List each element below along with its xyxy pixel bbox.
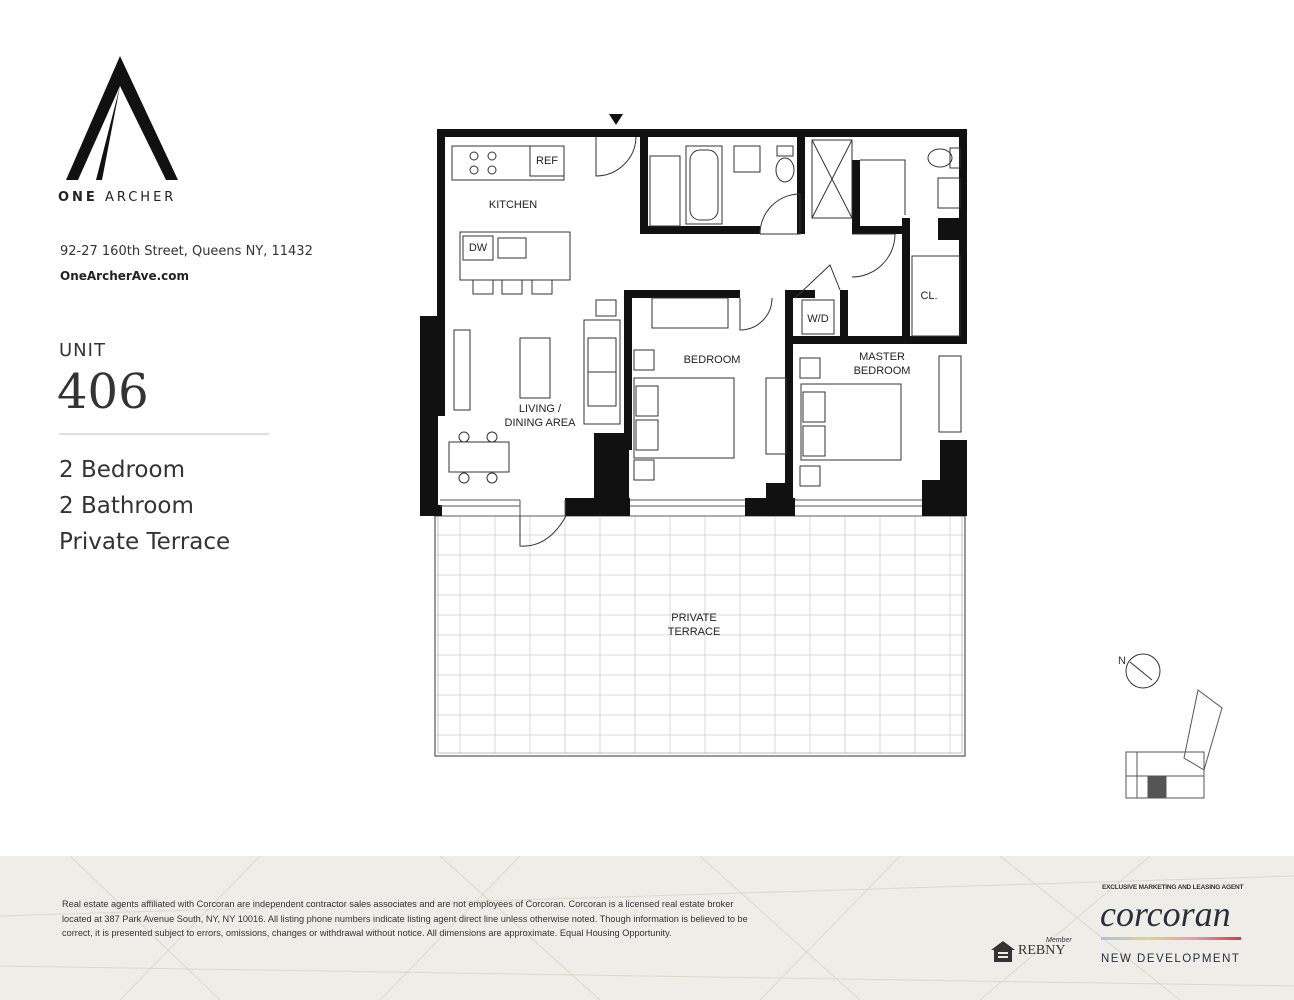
site-key-plan [1126,690,1222,798]
room-master-line1: MASTER [859,351,905,363]
room-living-line1: LIVING / [518,403,562,415]
room-terrace-line2: TERRACE [667,626,721,638]
corcoran-color-bar [1101,937,1241,940]
kitchen-fixtures [452,146,570,294]
agent-tagline: EXCLUSIVE MARKETING AND LEASING AGENT [1102,884,1244,891]
website-link[interactable]: OneArcherAve.com [60,269,190,283]
feature-bedrooms: 2 Bedroom [59,457,185,483]
rebny-logo: REBNY [1018,943,1066,958]
equal-housing-icon [990,940,1016,964]
rebny-member-label: Member [1046,937,1072,944]
unit-label: UNIT [59,340,106,361]
label-dw: DW [468,242,488,254]
legal-disclaimer: Real estate agents affiliated with Corcoran are independent contractor sales associates and are not employees of Corcoran. Corcoran is a licensed real estate broker located at 387 Park Avenue South, NY, NY 10016. All listing phone numbers indicate listing agent direct line unless otherwise noted. Though information is believed to be correct, it is presented subject to errors, omissions, changes or withdrawal without notice. All dimensions are approximate. Equal Housing Opportunity. [62,899,748,939]
room-living-line2: DINING AREA [504,417,576,429]
corcoran-logo: corcoran [1100,894,1231,934]
logo-wordmark: ONE ARCHER [58,190,177,205]
unit-number: 406 [57,364,149,420]
room-kitchen: KITCHEN [488,199,538,211]
label-ref: REF [536,155,558,167]
room-bedroom: BEDROOM [683,354,741,366]
room-terrace-line1: PRIVATE [671,612,717,624]
north-label: N [1118,655,1126,667]
feature-terrace: Private Terrace [59,529,231,555]
corcoran-subtitle: NEW DEVELOPMENT [1101,953,1241,965]
entry-arrow-icon [609,114,623,125]
feature-bathrooms: 2 Bathroom [59,493,194,519]
label-wd: W/D [807,313,829,325]
room-master-line2: BEDROOM [853,365,911,377]
property-address: 92-27 160th Street, Queens NY, 11432 [60,244,313,259]
north-compass-icon [1126,654,1160,688]
label-closet: CL. [920,290,938,302]
south-windows [440,500,922,516]
